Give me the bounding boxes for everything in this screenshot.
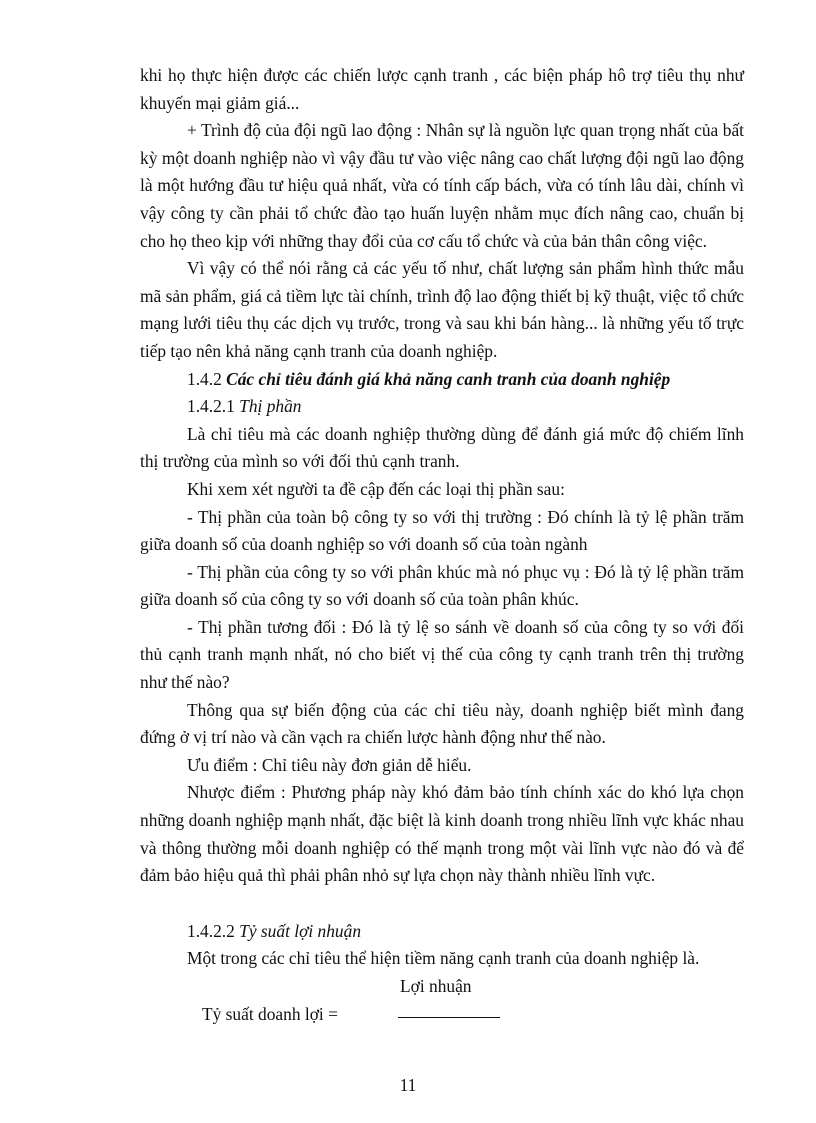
section-heading-1-4-2-1 [140, 393, 744, 421]
section-number: 1.4.2.2 [187, 920, 240, 941]
section-heading-1-4-2-2 [140, 918, 744, 946]
section-title: Tỷ suất lợi nhuận [239, 920, 362, 941]
profit-rate-formula [140, 973, 744, 1031]
paragraph-continuation: khi họ thực hiện được các chiến lược cạnh tranh , các biện pháp hô trợ tiêu thụ như khuyến mại giảm giá... [140, 65, 744, 113]
formula-numerator: Lợi nhuận [400, 976, 472, 996]
formula-lhs: Tỷ suất doanh lợi = [202, 1004, 338, 1024]
page-number: 11 [399, 1075, 417, 1095]
market-share-intro: Là chỉ tiêu mà các doanh nghiệp thường dùng để đánh giá mức độ chiếm lĩnh thị trường của mình so với đối thủ cạnh tranh. [140, 423, 744, 472]
section-title: Các chỉ tiêu đánh giá khả năng canh tranh của doanh nghiệp [226, 368, 671, 389]
list-item: - Thị phần của toàn bộ công ty so với thị trường : Đó chính là tỷ lệ phần trăm giữa doanh số của doanh nghiệp so với doanh số của toàn ngành [140, 506, 744, 555]
profit-rate-intro: Một trong các chỉ tiêu thể hiện tiềm năng cạnh tranh của doanh nghiệp là. [187, 948, 700, 969]
section-heading-1-4-2 [140, 366, 744, 394]
paragraph-labor-skill: + Trình độ của đội ngũ lao động : Nhân sự là nguồn lực quan trọng nhất của bất kỳ một doanh nghiệp nào vì vậy đầu tư vào việc nâng cao chất lượng đội ngũ lao động là một hướng đầu tư hiệu quả nhất, vừa có tính cấp bách, vừa có tính lâu dài, chính vì vậy công ty cần phải tổ chức đào tạo huấn luyện nhằm mục đích nâng cao, chuẩn bị cho họ theo kịp với những thay đổi của cơ cấu tổ chức và của bản thân công việc. [140, 120, 744, 251]
fraction-bar [398, 1017, 500, 1018]
disadvantage-text: Nhược điểm : Phương pháp này khó đảm bảo tính chính xác do khó lựa chọn những doanh nghiệp mạnh nhất, đặc biệt là kinh doanh trong nhiều lĩnh vực khác nhau và thông thường mỗi doanh nghiệp có thế mạnh trong một vài lĩnh vực nào đó và để đảm bảo hiệu quả thì phải phân nhỏ sự lựa chọn này thành nhiều lĩnh vực. [140, 782, 744, 886]
list-item: - Thị phần tương đối : Đó là tỷ lệ so sánh về doanh số của công ty so với đối thủ cạnh tranh mạnh nhất, nó cho biết vị thế của công ty cạnh tranh trên thị trường như thế nào? [140, 616, 744, 693]
list-item: - Thị phần của công ty so với phân khúc mà nó phục vụ : Đó là tỷ lệ phần trăm giữa doanh số của công ty so với doanh số của toàn phân khúc. [140, 561, 744, 610]
document-page [140, 62, 744, 1031]
section-number: 1.4.2.1 [187, 396, 240, 417]
section-title: Thị phần [239, 396, 302, 417]
advantage-text: Ưu điểm : Chỉ tiêu này đơn giản dễ hiểu. [187, 754, 472, 775]
spacer [140, 890, 744, 918]
section-number: 1.4.2 [187, 368, 227, 389]
market-share-types-intro: Khi xem xét người ta đề cập đến các loại thị phần sau: [187, 478, 565, 499]
paragraph-conclusion: Vì vậy có thể nói rằng cả các yếu tố như, chất lượng sản phẩm hình thức mẫu mã sản phẩm, giá cả tiềm lực tài chính, trình độ lao động thiết bị kỹ thuật, việc tổ chức mạng lưới tiêu thụ các dịch vụ trước, trong và sau khi bán hàng... là những yếu tố trực tiếp tạo nên khả năng cạnh tranh của doanh nghiệp. [140, 258, 744, 361]
market-share-summary: Thông qua sự biến động của các chỉ tiêu này, doanh nghiệp biết mình đang đứng ở vị trí nào và cần vạch ra chiến lược hành động như thế nào. [140, 699, 744, 748]
